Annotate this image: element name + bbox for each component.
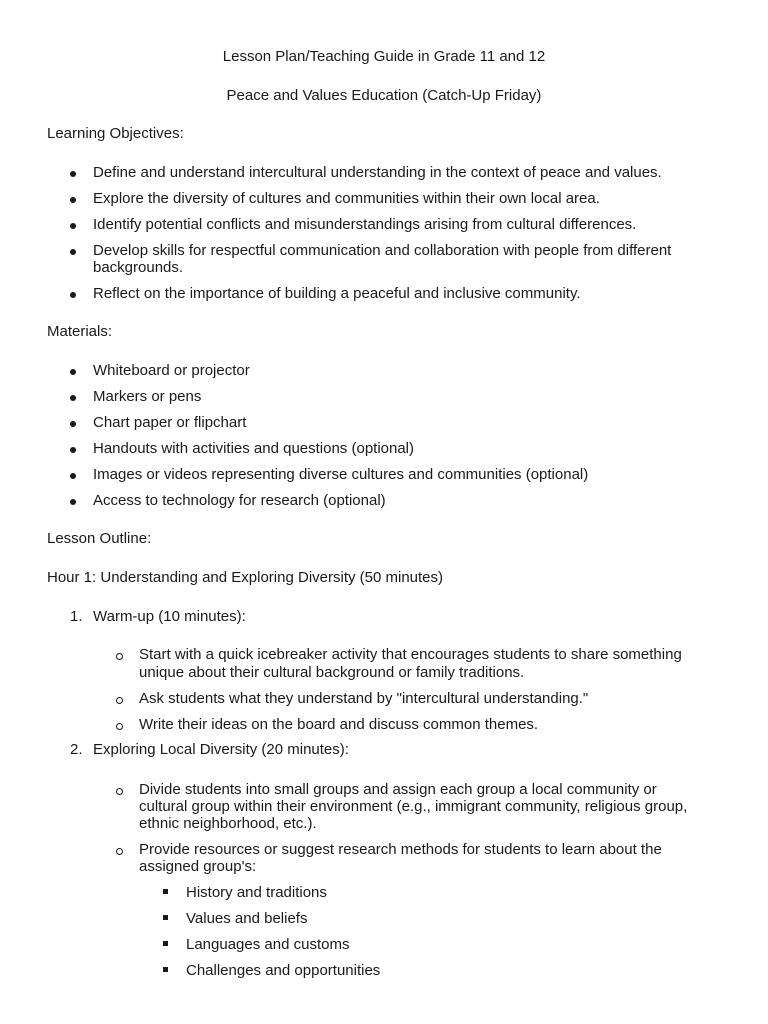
step2-subitem: Challenges and opportunities <box>186 962 381 979</box>
step2-item-continued: assigned group's: <box>139 858 257 875</box>
circle-bullet-icon <box>116 653 123 660</box>
material-item: Whiteboard or projector <box>93 362 250 379</box>
objective-item: Identify potential conflicts and misunderstandings arising from cultural differences. <box>93 216 637 233</box>
circle-bullet-icon <box>116 697 123 704</box>
step2-item: Provide resources or suggest research methods for students to learn about the <box>139 841 662 858</box>
circle-bullet-icon <box>116 788 123 795</box>
document-subtitle: Peace and Values Education (Catch-Up Friday) <box>226 87 542 104</box>
square-bullet-icon <box>163 967 168 972</box>
step1-item: Ask students what they understand by "intercultural understanding." <box>139 690 589 707</box>
objective-item: Define and understand intercultural understanding in the context of peace and values. <box>93 164 662 181</box>
step1-item: Start with a quick icebreaker activity that encourages students to share something <box>139 646 682 663</box>
objective-item-continued: backgrounds. <box>93 259 184 276</box>
material-item: Markers or pens <box>93 388 202 405</box>
square-bullet-icon <box>163 915 168 920</box>
objective-item: Explore the diversity of cultures and communities within their own local area. <box>93 190 600 207</box>
step2-subitem: History and traditions <box>186 884 327 901</box>
material-item: Handouts with activities and questions (optional) <box>93 440 415 457</box>
bullet-icon <box>70 499 76 505</box>
hour1-heading: Hour 1: Understanding and Exploring Diversity (50 minutes) <box>47 569 444 586</box>
step-number: 2. <box>70 741 83 758</box>
material-item: Chart paper or flipchart <box>93 414 247 431</box>
circle-bullet-icon <box>116 723 123 730</box>
step-label: Warm-up (10 minutes): <box>93 608 246 625</box>
square-bullet-icon <box>163 889 168 894</box>
step2-item-continued: ethnic neighborhood, etc.). <box>139 815 317 832</box>
step1-item: Write their ideas on the board and discuss common themes. <box>139 716 539 733</box>
bullet-icon <box>70 447 76 453</box>
step1-item-continued: unique about their cultural background or family traditions. <box>139 664 525 681</box>
bullet-icon <box>70 421 76 427</box>
step-label: Exploring Local Diversity (20 minutes): <box>93 741 349 758</box>
step-number: 1. <box>70 608 83 625</box>
bullet-icon <box>70 292 76 298</box>
bullet-icon <box>70 473 76 479</box>
objective-item: Develop skills for respectful communication and collaboration with people from different <box>93 242 672 259</box>
objectives-heading: Learning Objectives: <box>47 125 184 142</box>
bullet-icon <box>70 249 76 255</box>
outline-heading: Lesson Outline: <box>47 530 152 547</box>
bullet-icon <box>70 171 76 177</box>
bullet-icon <box>70 369 76 375</box>
objective-item: Reflect on the importance of building a peaceful and inclusive community. <box>93 285 581 302</box>
step2-subitem: Languages and customs <box>186 936 350 953</box>
materials-heading: Materials: <box>47 323 113 340</box>
step2-item: Divide students into small groups and assign each group a local community or <box>139 781 657 798</box>
circle-bullet-icon <box>116 848 123 855</box>
bullet-icon <box>70 223 76 229</box>
bullet-icon <box>70 197 76 203</box>
bullet-icon <box>70 395 76 401</box>
step2-item-continued: cultural group within their environment (e.g., immigrant community, religious group, <box>139 798 688 815</box>
document-title: Lesson Plan/Teaching Guide in Grade 11 and 12 <box>222 48 546 65</box>
square-bullet-icon <box>163 941 168 946</box>
material-item: Access to technology for research (optional) <box>93 492 386 509</box>
step2-subitem: Values and beliefs <box>186 910 308 927</box>
material-item: Images or videos representing diverse cultures and communities (optional) <box>93 466 589 483</box>
